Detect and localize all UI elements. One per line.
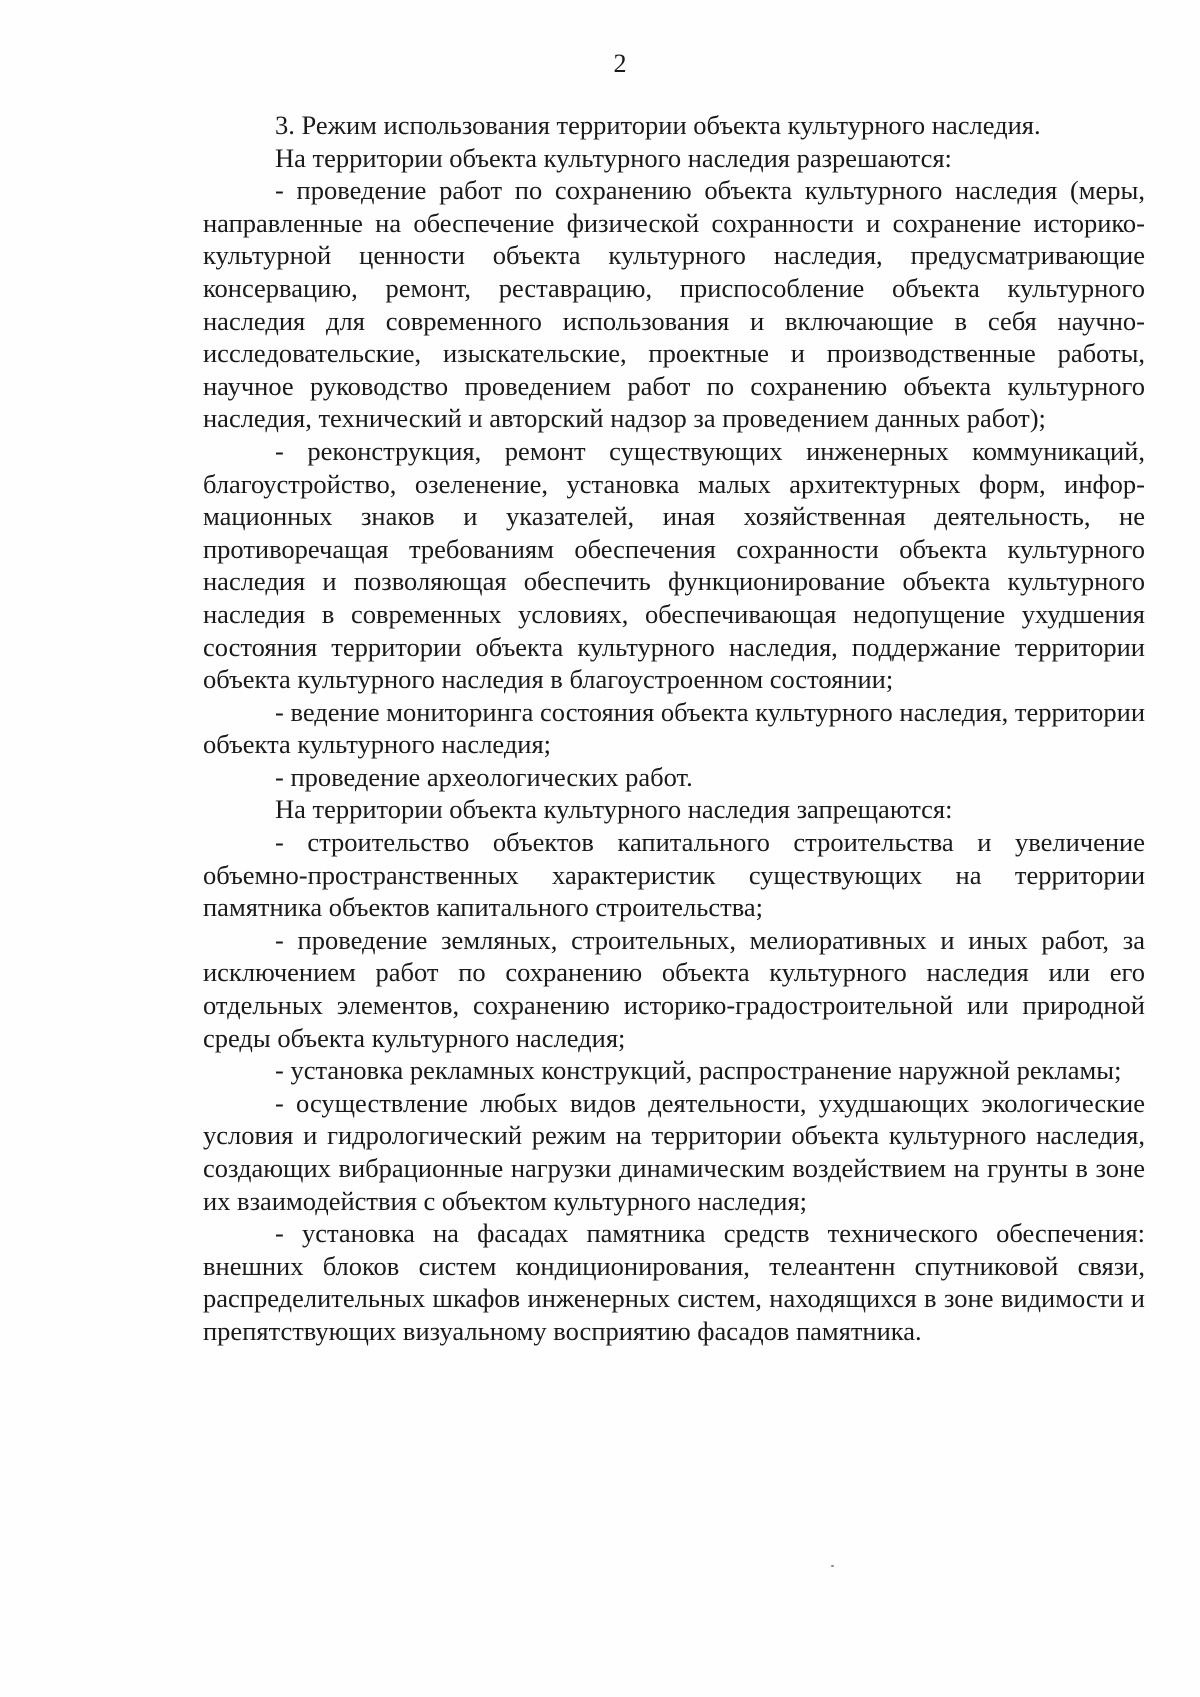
permitted-item-reconstruction: - реконструкция, ремонт существующих инженерных коммуникаций, благоустройство, озеленение, установка малых архитектурных форм, информационных знаков и указателей, иная хозяйственная деятельность, не противоречащая требованиям обеспечения сохранности объекта культурного наследия и позволяющая обеспечить функционирование объекта культурного наследия в современных условиях, обеспечивающая недопущение ухудшения состояния территории объекта культурного наследия, поддержание территории объекта культурного наследия в благоустроенном состоянии; [203,435,1145,695]
permitted-intro: На территории объекта культурного наследия разрешаются: [275,142,952,173]
prohibited-intro: На территории объекта культурного наследия запрещаются: [275,794,953,825]
prohibited-item-ecology: - осуществление любых видов деятельности, ухудшающих экологические условия и гидрологический режим на территории объекта культурного наследия, создающих вибрационные нагрузки динамическим воздействием на грунты в зоне их взаимодействия с объектом культурного наследия; [203,1087,1145,1216]
prohibited-item-advertising: - установка рекламных конструкций, распространение наружной рекламы; [275,1055,1122,1086]
section-heading-usage-regime: 3. Режим использования территории объекта культурного наследия. [275,110,1041,140]
permitted-item-preservation-works: - проведение работ по сохранению объекта культурного наследия (меры, направленные на обеспечение физической сохранности и сохранение историко-культурной ценности объекта культурного наследия, предусматривающие консервацию, ремонт, реставрацию, приспособление объекта культурного наследия для современного использования и включающие в себя научно-исследовательские, изыскательские, проектные и производственные работы, научное руководство проведением работ по сохранению объекта культурного наследия, технический и авторский надзор за проведением данных работ); [203,175,1145,434]
permitted-item-monitoring: - ведение мониторинга состояния объекта культурного наследия, территории объекта культурного наследия; [203,696,1145,760]
page-number: 2 [613,49,627,78]
prohibited-item-facade-equipment: - установка на фасадах памятника средств технического обеспечения: внешних блоков систем кондиционирования, телеантенн спутниковой связи, распределительных шкафов инженерных систем, находящихся в зоне видимости и препятствующих визуальному восприятию фасадов памятника. [203,1218,1145,1346]
prohibited-item-earthworks: - проведение земляных, строительных, мелиоративных и иных работ, за исключением работ по сохранению объекта культурного наследия или его отдельных элементов, сохранению историко-градостроительной или природной среды объекта культурного наследия; [203,924,1145,1053]
scan-speck [831,1565,834,1567]
document-body [203,109,1145,1348]
prohibited-item-construction: - строительство объектов капитального строительства и увеличение объемно-пространственных характеристик существующих на территории памятника объектов капитального строительства; [203,827,1145,923]
permitted-item-archaeology: - проведение археологических работ. [275,761,693,792]
